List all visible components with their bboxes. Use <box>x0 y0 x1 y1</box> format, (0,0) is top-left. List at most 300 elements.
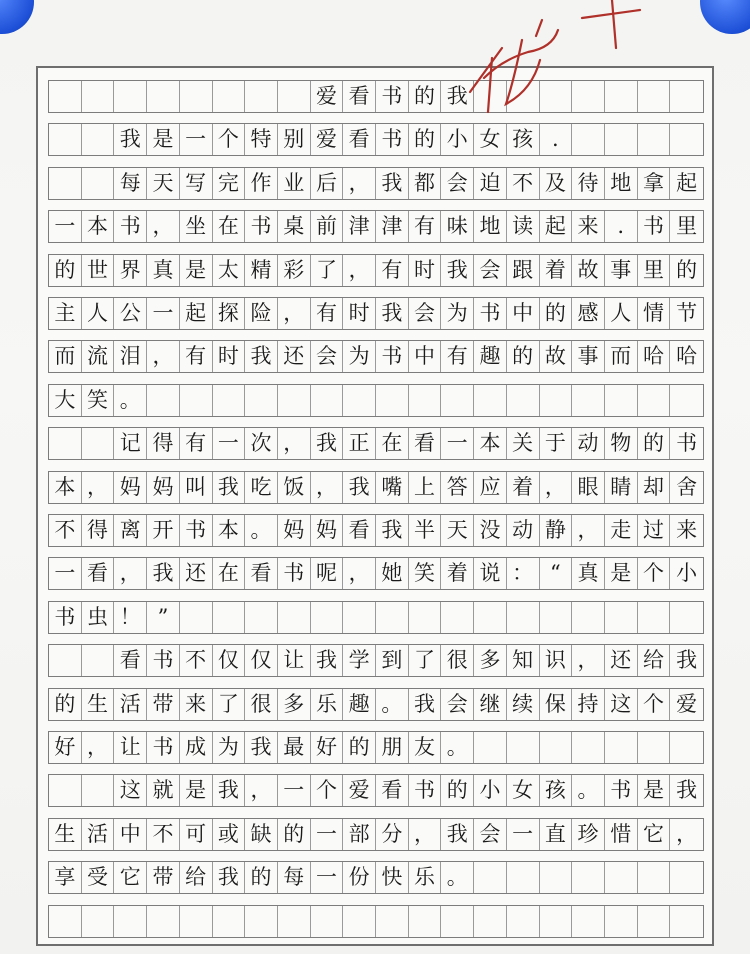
grid-cell <box>540 602 573 633</box>
grid-cell <box>605 862 638 893</box>
grid-cell: “ <box>540 558 573 589</box>
grid-cell <box>278 906 311 937</box>
grid-cell: 书 <box>605 775 638 806</box>
grid-cell <box>49 906 82 937</box>
grid-cell: 我 <box>213 472 246 503</box>
grid-cell <box>605 124 638 155</box>
grid-cell: 而 <box>605 341 638 372</box>
grid-cell: 爱 <box>311 124 344 155</box>
grid-cell: 妈 <box>114 472 147 503</box>
grid-cell: 书 <box>376 124 409 155</box>
grid-cell: 书 <box>180 515 213 546</box>
grid-cell: 到 <box>376 645 409 676</box>
grid-cell: 着 <box>540 255 573 286</box>
grid-cell: 界 <box>114 255 147 286</box>
grid-cell <box>670 602 703 633</box>
grid-cell <box>540 385 573 416</box>
grid-cell: 关 <box>507 428 540 459</box>
text-row <box>48 514 704 547</box>
grid-cell <box>49 645 82 676</box>
grid-cell <box>147 906 180 937</box>
grid-cell: 。 <box>441 862 474 893</box>
grid-cell: 前 <box>311 211 344 242</box>
grid-cell <box>49 428 82 459</box>
grid-cell: 趣 <box>474 341 507 372</box>
grid-cell <box>278 81 311 112</box>
grid-cell: 看 <box>376 775 409 806</box>
grid-cell <box>82 124 115 155</box>
grid-cell: 是 <box>180 775 213 806</box>
grid-cell: 的 <box>540 298 573 329</box>
grid-cell: 每 <box>114 168 147 199</box>
grid-cell <box>474 602 507 633</box>
grid-cell: 了 <box>311 255 344 286</box>
text-row <box>48 905 704 938</box>
grid-cell: 我 <box>376 298 409 329</box>
grid-cell: 识 <box>540 645 573 676</box>
grid-cell: 我 <box>376 515 409 546</box>
grid-cell: 我 <box>343 472 376 503</box>
grid-cell: 一 <box>507 819 540 850</box>
grid-cell: 人 <box>82 298 115 329</box>
grid-cell: 妈 <box>311 515 344 546</box>
grid-cell <box>213 602 246 633</box>
grid-cell: 是 <box>147 124 180 155</box>
grid-cell: 个 <box>311 775 344 806</box>
grid-cell: 有 <box>180 428 213 459</box>
grid-cell: 保 <box>540 689 573 720</box>
grid-cell: 不 <box>147 819 180 850</box>
grid-cell: 生 <box>82 689 115 720</box>
grid-cell: 我 <box>409 689 442 720</box>
grid-cell: 书 <box>49 602 82 633</box>
grid-cell: 半 <box>409 515 442 546</box>
grid-cell: 书 <box>409 775 442 806</box>
grid-cell: 笑 <box>82 385 115 416</box>
grid-cell: 我 <box>311 428 344 459</box>
grid-cell: 记 <box>114 428 147 459</box>
grid-cell: 舍 <box>676 474 698 499</box>
text-row <box>48 254 704 287</box>
grid-cell: 好 <box>311 732 344 763</box>
grid-cell <box>441 385 474 416</box>
grid-cell <box>82 168 115 199</box>
grid-cell <box>670 906 703 937</box>
grid-cell: 看 <box>114 645 147 676</box>
grid-cell <box>605 732 638 763</box>
grid-cell: 朋 <box>376 732 409 763</box>
grid-cell: 个 <box>213 124 246 155</box>
left-pushpin <box>0 0 34 34</box>
grid-cell <box>376 602 409 633</box>
grid-cell <box>507 862 540 893</box>
grid-cell: 我 <box>676 648 698 673</box>
grid-cell: 却 <box>638 472 671 503</box>
grid-cell: 起 <box>676 170 698 195</box>
grid-cell: ， <box>245 775 278 806</box>
grid-cell: 珍 <box>572 819 605 850</box>
grid-cell <box>572 906 605 937</box>
text-row <box>48 557 704 590</box>
grid-cell: 中 <box>507 298 540 329</box>
grid-cell: 会 <box>311 341 344 372</box>
grid-cell: 彩 <box>278 255 311 286</box>
grid-cell: 来 <box>676 518 698 542</box>
grid-cell: 眼 <box>572 472 605 503</box>
grid-cell: 时 <box>409 255 442 286</box>
grid-cell: 哈 <box>638 341 671 372</box>
grid-cell: 书 <box>376 341 409 372</box>
grid-cell: 天 <box>441 515 474 546</box>
grid-cell: 还 <box>278 341 311 372</box>
grid-cell: 它 <box>638 819 671 850</box>
grid-cell: 时 <box>213 341 246 372</box>
grid-cell <box>670 862 703 893</box>
grid-cell: 一 <box>49 558 82 589</box>
grid-cell <box>670 81 703 112</box>
grid-cell: 在 <box>376 428 409 459</box>
grid-cell: 我 <box>376 168 409 199</box>
grid-cell: 了 <box>213 689 246 720</box>
grid-cell: 份 <box>343 862 376 893</box>
grid-cell <box>311 906 344 937</box>
grid-cell: 书 <box>278 558 311 589</box>
grid-cell: 地 <box>474 211 507 242</box>
grid-cell <box>343 385 376 416</box>
grid-cell: 有 <box>441 341 474 372</box>
grid-cell: 看 <box>343 81 376 112</box>
grid-cell: 都 <box>409 168 442 199</box>
grid-cell: 不 <box>507 168 540 199</box>
grid-cell: 一 <box>441 428 474 459</box>
grid-cell: 的 <box>507 341 540 372</box>
grid-cell: 惜 <box>605 819 638 850</box>
grid-cell: 就 <box>147 775 180 806</box>
grid-cell: 给 <box>180 862 213 893</box>
grid-cell: 读 <box>507 211 540 242</box>
grid-cell: 小 <box>676 561 698 586</box>
grid-cell: 开 <box>147 515 180 546</box>
grid-cell <box>180 385 213 416</box>
grid-cell: 静 <box>540 515 573 546</box>
grid-cell <box>572 602 605 633</box>
grid-cell: . <box>540 124 573 155</box>
grid-cell: 趣 <box>343 689 376 720</box>
grid-cell: 生 <box>49 819 82 850</box>
grid-cell: 书 <box>474 298 507 329</box>
grid-cell: 起 <box>180 298 213 329</box>
grid-cell: 应 <box>474 472 507 503</box>
grid-cell: 呢 <box>311 558 344 589</box>
grid-cell: 上 <box>409 472 442 503</box>
grid-cell: 睛 <box>605 472 638 503</box>
grid-cell: 看 <box>245 558 278 589</box>
grid-cell: 会 <box>474 819 507 850</box>
grid-cell: 成 <box>180 732 213 763</box>
grid-cell: ， <box>147 341 180 372</box>
grid-cell: 人 <box>605 298 638 329</box>
grid-cell <box>147 81 180 112</box>
grid-cell: ， <box>343 168 376 199</box>
grid-cell: ， <box>114 558 147 589</box>
grid-cell: 中 <box>114 819 147 850</box>
grid-cell: 天 <box>147 168 180 199</box>
grid-cell: 小 <box>474 775 507 806</box>
grid-cell <box>245 385 278 416</box>
grid-cell: 妈 <box>278 515 311 546</box>
grid-cell <box>409 602 442 633</box>
grid-cell: 。 <box>572 775 605 806</box>
grid-cell <box>311 385 344 416</box>
grid-cell: 它 <box>114 862 147 893</box>
grid-cell: 的 <box>343 732 376 763</box>
grid-cell: ， <box>572 515 605 546</box>
grid-cell: 不 <box>49 515 82 546</box>
grid-cell: 受 <box>82 862 115 893</box>
grid-cell <box>278 385 311 416</box>
grid-cell <box>507 602 540 633</box>
grid-cell: 我 <box>441 255 474 286</box>
grid-cell <box>605 385 638 416</box>
grid-cell: 别 <box>278 124 311 155</box>
grid-cell: ， <box>572 645 605 676</box>
grid-cell: 书 <box>147 732 180 763</box>
grid-cell: ， <box>409 819 442 850</box>
grid-cell: 书 <box>114 211 147 242</box>
grid-cell <box>82 775 115 806</box>
grid-cell <box>572 732 605 763</box>
grid-cell: 多 <box>474 645 507 676</box>
grid-cell: 津 <box>376 211 409 242</box>
grid-cell: 书 <box>245 211 278 242</box>
grid-cell: 她 <box>376 558 409 589</box>
grid-cell: 为 <box>213 732 246 763</box>
grid-cell: 有 <box>409 211 442 242</box>
grid-cell: 最 <box>278 732 311 763</box>
grid-cell: 。 <box>114 385 147 416</box>
grid-cell: 叫 <box>180 472 213 503</box>
grid-cell: 本 <box>213 515 246 546</box>
grid-cell: 节 <box>676 301 698 325</box>
grid-cell: ， <box>343 255 376 286</box>
grid-cell: 我 <box>213 862 246 893</box>
grid-cell: 主 <box>49 298 82 329</box>
grid-cell <box>474 732 507 763</box>
grid-cell <box>638 732 671 763</box>
grid-cell: 一 <box>278 775 311 806</box>
grid-cell <box>49 124 82 155</box>
grid-cell: 孩 <box>507 124 540 155</box>
grid-cell <box>180 81 213 112</box>
grid-cell <box>638 862 671 893</box>
grid-cell: 仅 <box>213 645 246 676</box>
grid-cell: 是 <box>180 255 213 286</box>
grid-cell: 。 <box>441 732 474 763</box>
grid-cell: 不 <box>180 645 213 676</box>
grid-cell: 精 <box>245 255 278 286</box>
grid-cell: 世 <box>82 255 115 286</box>
grid-cell: 我 <box>147 558 180 589</box>
grid-cell: 后 <box>311 168 344 199</box>
grid-cell <box>572 124 605 155</box>
grid-cell <box>278 602 311 633</box>
grid-cell: 我 <box>676 778 698 803</box>
grid-cell: 活 <box>114 689 147 720</box>
grid-cell <box>474 906 507 937</box>
grid-cell: 我 <box>245 732 278 763</box>
grid-cell: ， <box>147 211 180 242</box>
grid-cell: 得 <box>82 515 115 546</box>
text-row <box>48 340 704 373</box>
grid-cell: 有 <box>180 341 213 372</box>
grid-cell: 持 <box>572 689 605 720</box>
grid-cell: 泪 <box>114 341 147 372</box>
grid-cell: 在 <box>213 558 246 589</box>
grid-cell: 答 <box>441 472 474 503</box>
grid-cell: 虫 <box>82 602 115 633</box>
grid-cell <box>670 385 703 416</box>
grid-cell: 里 <box>676 214 698 239</box>
grid-cell: 每 <box>278 862 311 893</box>
grid-cell: 次 <box>245 428 278 459</box>
grid-cell <box>638 602 671 633</box>
text-row <box>48 774 704 807</box>
grid-cell: 特 <box>245 124 278 155</box>
grid-cell: ， <box>278 298 311 329</box>
grid-cell: 我 <box>114 124 147 155</box>
grid-cell: 了 <box>409 645 442 676</box>
grid-cell: 带 <box>147 689 180 720</box>
grid-cell: 事 <box>572 341 605 372</box>
grid-cell: 得 <box>147 428 180 459</box>
grid-cell <box>638 906 671 937</box>
grid-cell: 里 <box>638 255 671 286</box>
grid-cell: 的 <box>409 81 442 112</box>
grid-cell: 续 <box>507 689 540 720</box>
grid-cell: 小 <box>441 124 474 155</box>
grid-cell: 地 <box>605 168 638 199</box>
grid-cell <box>82 645 115 676</box>
grid-cell: 会 <box>441 168 474 199</box>
grid-cell: 桌 <box>278 211 311 242</box>
grid-cell: 动 <box>507 515 540 546</box>
right-pushpin <box>700 0 750 34</box>
grid-cell: 一 <box>213 428 246 459</box>
grid-cell: 我 <box>441 819 474 850</box>
grid-cell: 书 <box>147 645 180 676</box>
grid-cell: 我 <box>311 645 344 676</box>
grid-cell: 而 <box>49 341 82 372</box>
text-row <box>48 601 704 634</box>
grid-cell: 险 <box>245 298 278 329</box>
grid-cell <box>540 906 573 937</box>
grid-cell <box>49 81 82 112</box>
grid-cell: 享 <box>49 862 82 893</box>
grid-cell <box>507 385 540 416</box>
grid-cell: ， <box>278 428 311 459</box>
grid-cell <box>638 124 671 155</box>
grid-cell: 的 <box>49 255 82 286</box>
grid-cell: . <box>605 211 638 242</box>
grid-cell: 让 <box>278 645 311 676</box>
grid-cell <box>180 602 213 633</box>
grid-cell: 完 <box>213 168 246 199</box>
grid-cell: 着 <box>507 472 540 503</box>
grid-cell: 是 <box>605 558 638 589</box>
grid-cell: 迫 <box>474 168 507 199</box>
grid-cell: 一 <box>147 298 180 329</box>
grid-cell: 。 <box>376 689 409 720</box>
grid-cell: 为 <box>343 341 376 372</box>
grid-cell <box>245 906 278 937</box>
grid-cell: 有 <box>376 255 409 286</box>
grid-cell: 待 <box>572 168 605 199</box>
grid-cell: 看 <box>343 124 376 155</box>
grid-cell: 会 <box>409 298 442 329</box>
grid-cell: 拿 <box>638 168 671 199</box>
grid-cell: 书 <box>376 81 409 112</box>
grid-cell: 本 <box>474 428 507 459</box>
grid-cell: 的 <box>409 124 442 155</box>
grid-cell: 还 <box>605 645 638 676</box>
grid-cell: 起 <box>540 211 573 242</box>
grid-cell: 的 <box>676 257 698 282</box>
grid-cell: ” <box>147 602 180 633</box>
grid-cell: 流 <box>82 341 115 372</box>
grid-cell <box>441 906 474 937</box>
grid-cell: 个 <box>638 689 671 720</box>
grid-cell <box>82 906 115 937</box>
grid-cell <box>82 428 115 459</box>
grid-cell: 坐 <box>180 211 213 242</box>
text-row <box>48 297 704 330</box>
grid-cell: 为 <box>441 298 474 329</box>
grid-cell: 吃 <box>245 472 278 503</box>
grid-cell <box>507 906 540 937</box>
grid-cell: 快 <box>376 862 409 893</box>
text-row <box>48 818 704 851</box>
grid-cell <box>213 385 246 416</box>
text-row <box>48 427 704 460</box>
text-row <box>48 123 704 156</box>
grid-cell: 书 <box>676 431 698 456</box>
grid-cell: 嘴 <box>376 472 409 503</box>
grid-cell: 太 <box>213 255 246 286</box>
grid-cell <box>49 775 82 806</box>
grid-cell: 女 <box>507 775 540 806</box>
grid-cell: ： <box>507 558 540 589</box>
grid-cell <box>507 732 540 763</box>
grid-cell: 直 <box>540 819 573 850</box>
teacher-grade-mark <box>462 0 652 120</box>
text-row <box>48 644 704 677</box>
grid-cell: 的 <box>638 428 671 459</box>
grid-cell: 是 <box>638 775 671 806</box>
grid-cell: 一 <box>311 862 344 893</box>
grid-cell: 个 <box>638 558 671 589</box>
grid-cell: 看 <box>343 515 376 546</box>
grid-cell: ， <box>343 558 376 589</box>
grid-cell: 作 <box>245 168 278 199</box>
grid-cell: 的 <box>49 689 82 720</box>
grid-cell: 孩 <box>540 775 573 806</box>
grid-cell <box>670 732 703 763</box>
grid-cell: 学 <box>343 645 376 676</box>
grid-cell: 的 <box>278 819 311 850</box>
grid-cell: 在 <box>213 211 246 242</box>
grid-cell: 爱 <box>676 691 698 716</box>
text-row <box>48 471 704 504</box>
